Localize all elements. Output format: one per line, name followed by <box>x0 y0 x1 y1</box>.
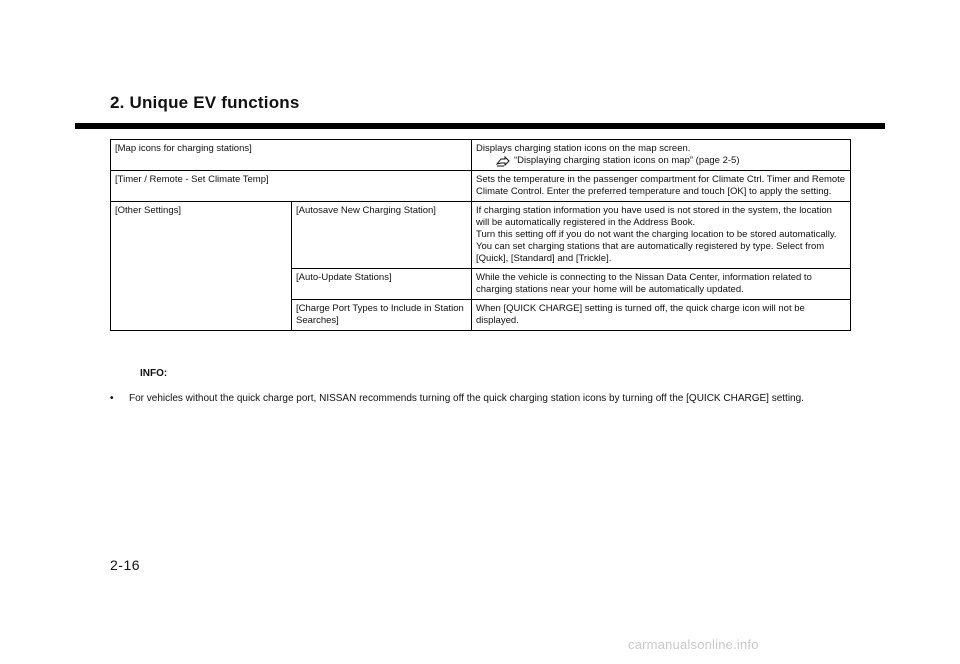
info-list <box>110 391 855 406</box>
description-text: You can set charging stations that are automatically registered by type. Select from [Quick], [Standard] and [Trickle]. <box>476 241 825 264</box>
setting-cell: [Timer / Remote - Set Climate Temp] <box>111 171 472 202</box>
manual-reference-icon <box>496 156 510 167</box>
info-heading: INFO: <box>140 368 168 379</box>
watermark: carmanualsonline.info <box>628 637 759 652</box>
description-cell <box>472 202 851 269</box>
table-row <box>111 202 851 269</box>
description-text: If charging station information you have used is not stored in the system, the location will be automatically registered in the Address Book. <box>476 205 832 228</box>
settings-table <box>110 139 851 331</box>
subsetting-cell: [Auto-Update Stations] <box>292 269 472 300</box>
table-row <box>111 171 851 202</box>
setting-cell: [Map icons for charging stations] <box>111 140 472 171</box>
description-cell: Sets the temperature in the passenger compartment for Climate Ctrl. Timer and Remote Climate Control. Enter the preferred temperature and touch [OK] to apply the setting. <box>472 171 851 202</box>
setting-cell: [Other Settings] <box>111 202 292 331</box>
cross-reference-text: “Displaying charging station icons on map” (page 2-5) <box>514 155 740 166</box>
page-number: 2-16 <box>110 557 141 573</box>
section-title: 2. Unique EV functions <box>110 93 300 112</box>
list-item <box>110 391 855 406</box>
description-cell <box>472 140 851 171</box>
description-cell: When [QUICK CHARGE] setting is turned off, the quick charge icon will not be displayed. <box>472 300 851 331</box>
subsetting-cell: [Charge Port Types to Include in Station Searches] <box>292 300 472 331</box>
subsetting-cell: [Autosave New Charging Station] <box>292 202 472 269</box>
description-text: Turn this setting off if you do not want the charging location to be stored automatically. <box>476 229 837 240</box>
bullet-icon: • <box>110 393 114 404</box>
description-cell: While the vehicle is connecting to the Nissan Data Center, information related to charging stations near your home will be automatically updated. <box>472 269 851 300</box>
info-text: For vehicles without the quick charge port, NISSAN recommends turning off the quick charging station icons by turning off the [QUICK CHARGE] setting. <box>129 393 804 404</box>
description-text: Displays charging station icons on the map screen. <box>476 143 691 154</box>
title-rule <box>75 123 885 129</box>
table-row <box>111 140 851 171</box>
cross-reference <box>476 155 846 167</box>
